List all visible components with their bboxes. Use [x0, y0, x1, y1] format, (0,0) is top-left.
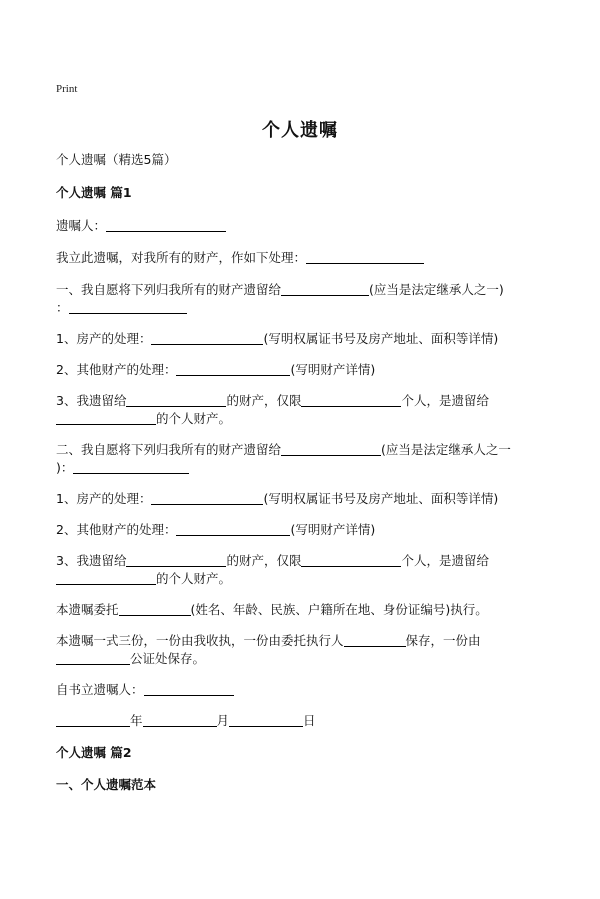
executor-line — [56, 602, 488, 618]
other2-label: 2、其他财产的处理： — [56, 522, 177, 537]
signer-label: 自书立遗嘱人： — [56, 682, 144, 697]
date-line — [56, 713, 316, 729]
house-label: 1、房产的处理： — [56, 331, 152, 346]
copies-text-a: 本遗嘱一式三份，一份由我收执，一份由委托执行人 — [56, 633, 344, 648]
part2-line-2 — [56, 460, 189, 476]
part1-heir-blank[interactable] — [281, 283, 369, 296]
part1-property-blank[interactable] — [69, 301, 187, 314]
section-2-heading: 个人遗嘱 篇2 — [56, 745, 132, 760]
bequest-person-blank[interactable] — [301, 394, 401, 407]
bequest2-heir-blank[interactable] — [56, 572, 156, 585]
year-label: 年 — [130, 713, 143, 728]
intro-text: 我立此遗嘱，对我所有的财产，作如下处理： — [56, 250, 307, 265]
copies-text-b: 保存，一份由 — [405, 633, 481, 648]
part2-line — [56, 442, 511, 458]
part1-line-2 — [56, 300, 187, 316]
day-label: 日 — [303, 713, 316, 728]
part2-text: 二、我自愿将下列归我所有的财产遗留给 — [56, 442, 282, 457]
bequest2-line — [56, 553, 489, 569]
house2-blank[interactable] — [151, 492, 263, 505]
bequest-heir-blank[interactable] — [56, 412, 156, 425]
bequest2-recipient-blank[interactable] — [126, 554, 226, 567]
month-label: 月 — [216, 713, 230, 728]
other2-line — [56, 522, 375, 538]
testator-label: 遗嘱人： — [56, 218, 107, 233]
document-title: 个人遗嘱 — [262, 120, 338, 141]
bequest-text-b: 的财产，仅限 — [226, 393, 302, 408]
print-link[interactable]: Print — [56, 83, 78, 95]
part2-heir-blank[interactable] — [281, 443, 381, 456]
intro-line — [56, 250, 424, 266]
testator-line — [56, 218, 226, 234]
bequest-text-a: 3、我遗留给 — [56, 393, 127, 408]
document-subtitle: 个人遗嘱（精选5篇） — [56, 152, 177, 167]
month-blank[interactable] — [143, 714, 217, 727]
day-blank[interactable] — [229, 714, 303, 727]
other-line — [56, 362, 375, 378]
bequest2-line-2 — [56, 571, 231, 587]
section-2-subheading: 一、个人遗嘱范本 — [56, 777, 157, 792]
bequest-text-c: 个人，是遗留给 — [401, 393, 489, 408]
signer-line — [56, 682, 234, 698]
bequest-line — [56, 393, 489, 409]
bequest2-text-d: 的个人财产。 — [156, 571, 232, 586]
part2-property-blank[interactable] — [73, 461, 189, 474]
part2-note: (应当是法定继承人之一 — [381, 442, 511, 457]
other2-note: (写明财产详情) — [290, 522, 376, 537]
other-label: 2、其他财产的处理： — [56, 362, 177, 377]
bequest2-text-c: 个人，是遗留给 — [401, 553, 489, 568]
part2-colon: )： — [56, 460, 74, 475]
part1-line — [56, 282, 504, 298]
year-blank[interactable] — [56, 714, 130, 727]
executor-text-a: 本遗嘱委托 — [56, 602, 119, 617]
part1-note: (应当是法定继承人之一) — [369, 282, 504, 297]
copies-line-2 — [56, 651, 205, 667]
house2-line — [56, 491, 498, 507]
bequest2-text-a: 3、我遗留给 — [56, 553, 127, 568]
copies-line — [56, 633, 481, 649]
copies-executor-blank[interactable] — [344, 634, 406, 647]
bequest-line-2 — [56, 411, 231, 427]
signer-blank[interactable] — [144, 683, 234, 696]
section-1-heading: 个人遗嘱 篇1 — [56, 185, 132, 200]
part1-text: 一、我自愿将下列归我所有的财产遗留给 — [56, 282, 282, 297]
intro-blank[interactable] — [306, 251, 424, 264]
bequest2-person-blank[interactable] — [301, 554, 401, 567]
executor-blank[interactable] — [119, 603, 191, 616]
other2-blank[interactable] — [176, 523, 290, 536]
house-line — [56, 331, 498, 347]
copies-text-c: 公证处保存。 — [130, 651, 206, 666]
part1-colon: ： — [56, 300, 69, 315]
executor-text-b: (姓名、年龄、民族、户籍所在地、身份证编号)执行。 — [190, 602, 488, 617]
other-note: (写明财产详情) — [290, 362, 376, 377]
house2-label: 1、房产的处理： — [56, 491, 152, 506]
bequest-text-d: 的个人财产。 — [156, 411, 232, 426]
other-blank[interactable] — [176, 363, 290, 376]
house2-note: (写明权属证书号及房产地址、面积等详情) — [263, 491, 499, 506]
copies-notary-blank[interactable] — [56, 652, 130, 665]
bequest2-text-b: 的财产，仅限 — [226, 553, 302, 568]
testator-blank[interactable] — [106, 219, 226, 232]
house-note: (写明权属证书号及房产地址、面积等详情) — [263, 331, 499, 346]
house-blank[interactable] — [151, 332, 263, 345]
bequest-recipient-blank[interactable] — [126, 394, 226, 407]
